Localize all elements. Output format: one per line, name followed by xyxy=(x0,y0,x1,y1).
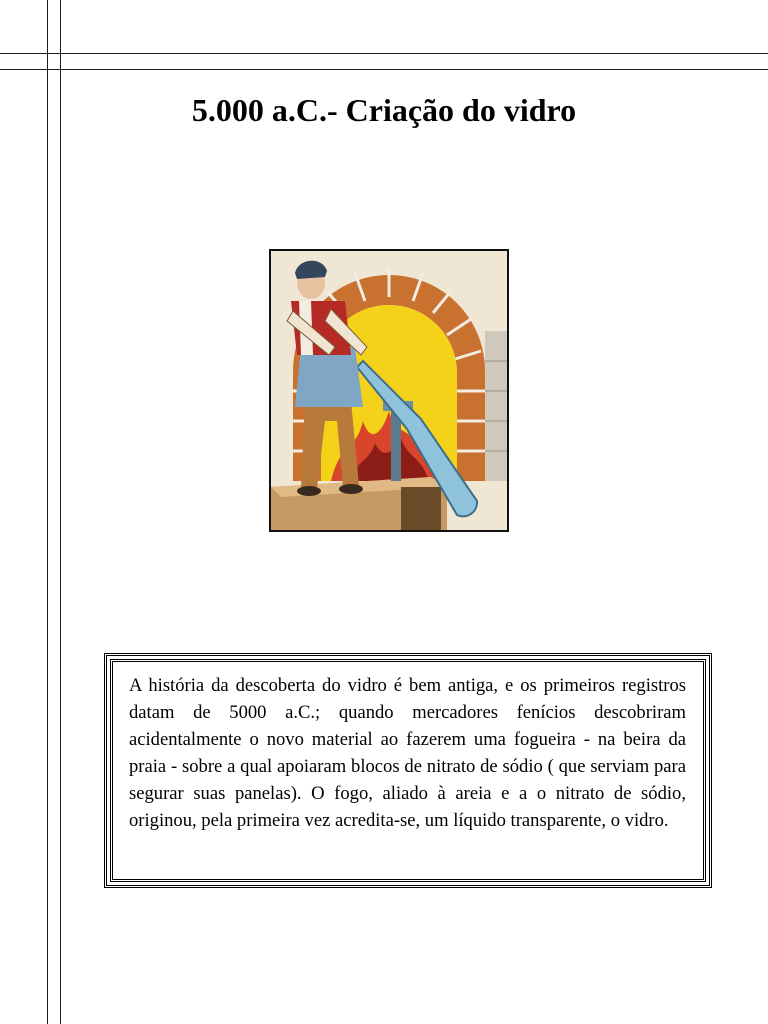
glassblower-illustration-icon xyxy=(269,249,509,532)
header-rule-top xyxy=(0,53,768,54)
history-paragraph: A história da descoberta do vidro é bem antiga, e os primeiros registros datam de 5000 a.C.; quando mercadores fenícios descobriram acidentalmente o novo material ao fazerem uma fogueira - na beira da praia - sobre a qual apoiaram blocos de nitrato de sódio ( que serviam para segurar suas panelas). O fogo, aliado à areia e a o nitrato de sódio, originou, pela primeira vez acredita-se, um líquido transparente, o vidro. xyxy=(129,675,686,831)
margin-rule-left-outer xyxy=(47,0,48,1024)
header-rule-bottom xyxy=(0,69,768,70)
text-box xyxy=(104,653,712,888)
text-box-inner-border xyxy=(110,659,706,882)
page-title: 5.000 a.C.- Criação do vidro xyxy=(191,92,577,128)
margin-rule-left-inner xyxy=(60,0,61,1024)
